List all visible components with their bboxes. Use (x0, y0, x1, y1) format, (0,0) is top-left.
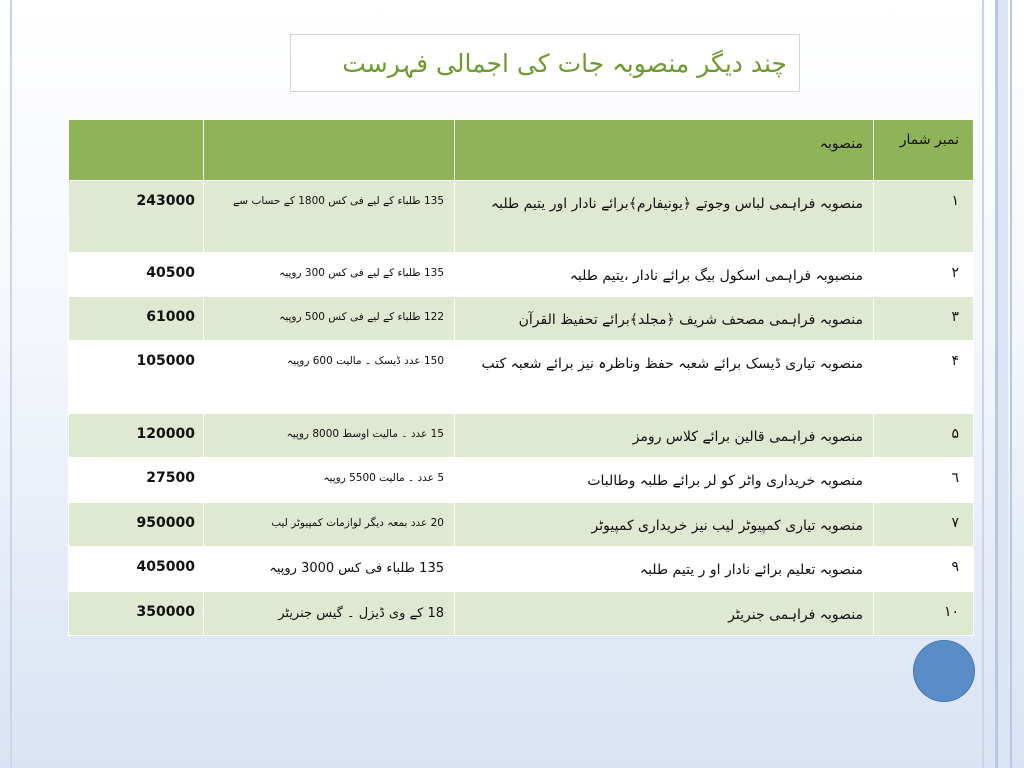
right-border-stripe (1010, 0, 1012, 768)
table-header-row (69, 120, 974, 181)
table-row (69, 458, 974, 503)
amount-cell: 243000 (69, 181, 204, 253)
decorative-circle (913, 640, 975, 702)
table-row (69, 341, 974, 414)
number-cell: ۷ (874, 503, 974, 547)
header-project: منصوبہ (455, 120, 874, 181)
right-border-stripe (982, 0, 984, 768)
project-cell: منصوبہ تعلیم برائے نادار او ر یتیم طلبہ (455, 547, 874, 592)
page-title: چند دیگر منصوبہ جات کی اجمالی فہرست (342, 48, 787, 78)
number-cell: ۲ (874, 253, 974, 297)
title-box (290, 34, 800, 92)
number-cell: ۵ (874, 414, 974, 458)
project-cell: منصوبہ تیاری کمپیوٹر لیب نیز خریداری کمپیوٹر (455, 503, 874, 547)
number-cell: ۱ (874, 181, 974, 253)
amount-cell: 105000 (69, 341, 204, 414)
note-cell: 15 عدد ۔ مالیت اوسط 8000 روپیہ (204, 414, 455, 458)
table-row (69, 414, 974, 458)
note-cell: 18 کے وی ڈیزل ۔ گیس جنریٹر (204, 592, 455, 636)
number-cell: ۴ (874, 341, 974, 414)
note-cell: 150 عدد ڈیسک ۔ مالیت 600 روپیہ (204, 341, 455, 414)
project-cell: منصبوبہ فراہمی اسکول بیگ برائے نادار ،یتیم طلبہ (455, 253, 874, 297)
number-cell: ۹ (874, 547, 974, 592)
project-cell: منصوبہ فراہمی قالین برائے کلاس رومز (455, 414, 874, 458)
table-row (69, 181, 974, 253)
project-cell: منصوبہ خریداری واٹر کو لر برائے طلبہ وطالبات (455, 458, 874, 503)
amount-cell: 120000 (69, 414, 204, 458)
header-number: نمبر شمار (874, 120, 974, 181)
amount-cell: 61000 (69, 297, 204, 341)
projects-table (68, 119, 974, 636)
table-row (69, 297, 974, 341)
note-cell: 135 طلباء فی کس 3000 روپیہ (204, 547, 455, 592)
number-cell: ۳ (874, 297, 974, 341)
note-cell: 20 عدد بمعہ دیگر لوازمات کمپیوٹر لیب (204, 503, 455, 547)
note-cell: 135 طلباء کے لیے فی کس 300 روپیہ (204, 253, 455, 297)
project-cell: منصوبہ فراہمی مصحف شریف ﴿مجلد﴾برائے تحفیظ القرآن (455, 297, 874, 341)
note-cell: 135 طلباء کے لیے فی کس 1800 کے حساب سے (204, 181, 455, 253)
table-row (69, 592, 974, 636)
header-amount (69, 120, 204, 181)
amount-cell: 350000 (69, 592, 204, 636)
table-row (69, 253, 974, 297)
table-row (69, 547, 974, 592)
number-cell: ٦ (874, 458, 974, 503)
amount-cell: 405000 (69, 547, 204, 592)
project-cell: منصوبہ تیاری ڈیسک برائے شعبہ حفظ وناظرہ نیز برائے شعبہ کتب (455, 341, 874, 414)
amount-cell: 40500 (69, 253, 204, 297)
note-cell: 122 طلباء کے لیے فی کس 500 روپیہ (204, 297, 455, 341)
header-note (204, 120, 455, 181)
note-cell: 5 عدد ۔ مالیت 5500 روپیہ (204, 458, 455, 503)
left-border-stripe (10, 0, 12, 768)
project-cell: منصوبہ فراہمی جنریٹر (455, 592, 874, 636)
table-row (69, 503, 974, 547)
right-border-band (998, 0, 1008, 768)
amount-cell: 950000 (69, 503, 204, 547)
amount-cell: 27500 (69, 458, 204, 503)
number-cell: ۱۰ (874, 592, 974, 636)
project-cell: منصوبہ فراہمی لباس وجوتے ﴿یونیفارم﴾برائے نادار اور یتیم طلبہ (455, 181, 874, 253)
